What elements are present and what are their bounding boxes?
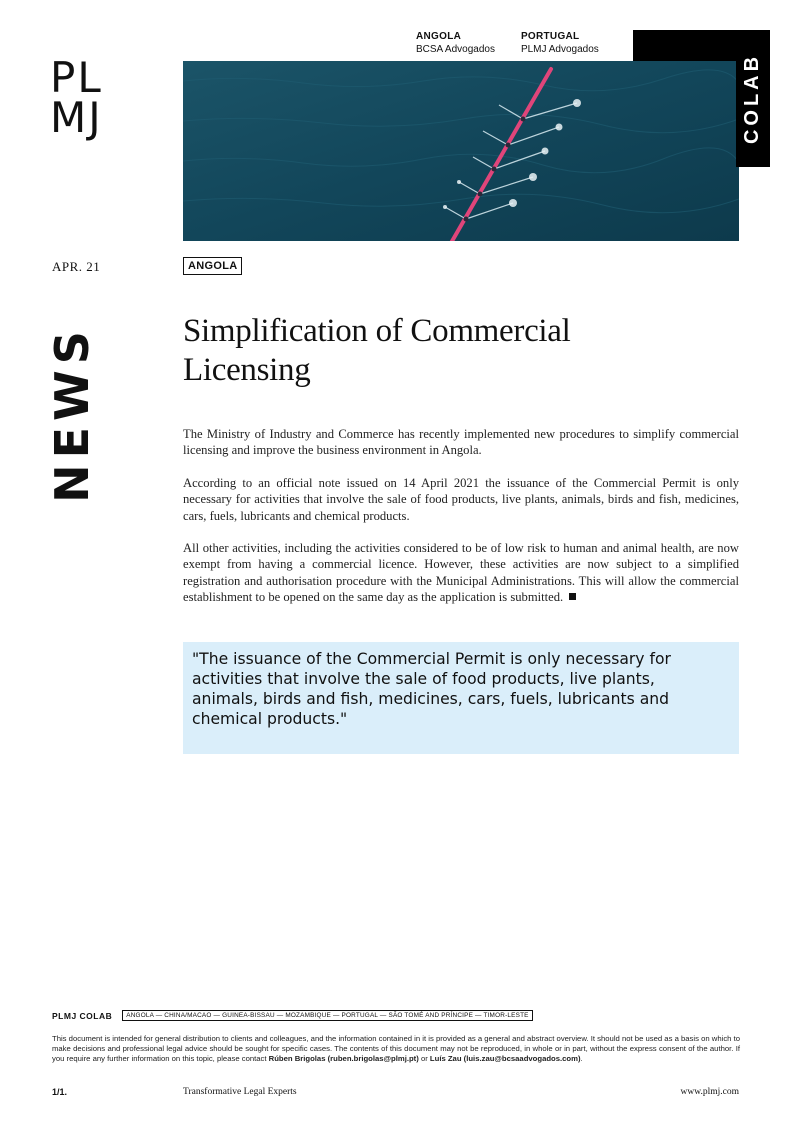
section-label-wrap <box>40 314 104 514</box>
article-body <box>183 426 739 622</box>
website-link[interactable]: www.plmj.com <box>680 1087 739 1097</box>
publication-date: APR. 21 <box>52 259 101 274</box>
contact-end: . <box>580 1054 583 1063</box>
page-number: 1/1. <box>52 1087 68 1097</box>
plmj-logo <box>50 53 134 142</box>
footer-brand: PLMJ COLAB <box>52 1010 113 1021</box>
office-portugal <box>521 31 599 55</box>
office-firm: PLMJ Advogados <box>520 44 599 55</box>
office-country: ANGOLA <box>416 31 462 42</box>
disclaimer <box>52 1034 740 1064</box>
office-firm: BCSA Advogados <box>416 44 495 55</box>
logo-line-2: MJ <box>50 93 103 142</box>
end-of-article-mark <box>569 593 576 600</box>
paragraph: According to an official note issued on 14 April 2021 the issuance of the Commercial Permit is only necessary for activities that involve the sale of food products, live plants, animals, birds and fish, medicines, cars, fuels, lubricants and chemical products. <box>183 475 739 523</box>
paragraph-text: All other activities, including the activities considered to be of low risk to human and animal health, are now exempt from having a commercial licence. However, these activities are now subject to a simplified registration and authorisation procedure with the Municipal Administrations. This will allow the commercial establishment to be opened on the same day as the application is submitted. <box>183 541 739 605</box>
office-angola <box>416 31 495 55</box>
footer-jurisdictions: ANGOLA — CHINA/MACAO — GUINEA-BISSAU — MOZAMBIQUE — PORTUGAL — SÃO TOMÉ AND PRÍNCIPE — TIMOR-LESTE <box>122 1010 532 1021</box>
section-label: NEWS <box>45 325 99 503</box>
logo-line-1: PL <box>50 53 103 102</box>
footer-tagline: Transformative Legal Experts <box>183 1087 297 1097</box>
colab-label: COLAB <box>741 52 764 145</box>
article-title: Simplification of Commercial Licensing <box>183 313 571 388</box>
paragraph-last <box>183 540 739 606</box>
contact-join: or <box>418 1054 430 1063</box>
office-country: PORTUGAL <box>520 31 580 42</box>
contact-1: Rúben Brigolas (ruben.brigolas@plmj.pt) <box>268 1054 419 1063</box>
disclaimer-text: This document is intended for general distribution to clients and colleagues, and the information contained in it is provided as a general and abstract overview. It should not be used as a basis on which to make decisions and professional legal advice should be sought for specific cases. The contents of this document may not be reproduced, in whole or in part, without the express consent of the author. If you require any further information on this topic, please contact <box>52 1034 740 1063</box>
contact-2: Luís Zau (luis.zau@bcsaadvogados.com) <box>429 1054 581 1063</box>
pull-quote: "The issuance of the Commercial Permit is only necessary for activities that involve the sale of food products, live plants, animals, birds and fish, medicines, cars, fuels, lubricants and chemical products." <box>183 642 739 754</box>
jurisdiction-tag: ANGOLA <box>183 257 242 275</box>
paragraph: The Ministry of Industry and Commerce has recently implemented new procedures to simplify commercial licensing and improve the business environment in Angola. <box>183 427 739 458</box>
colab-tab <box>633 30 770 167</box>
offices-header <box>416 31 599 55</box>
footer-bar <box>52 1010 533 1021</box>
